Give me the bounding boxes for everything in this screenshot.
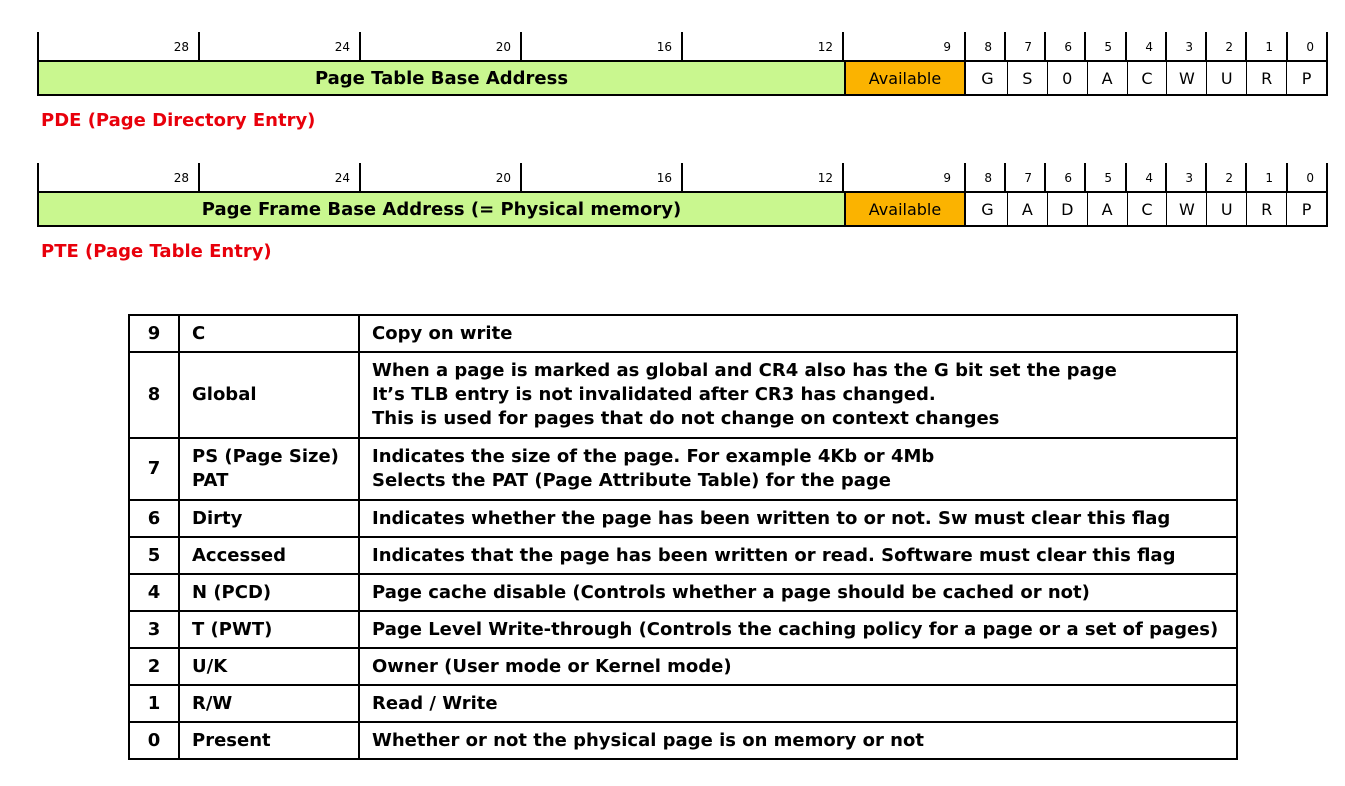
bit-description-line: Indicates the size of the page. For example 4Kb or 4Mb [372,446,935,467]
pte-bit-d: D [1048,193,1088,225]
pte-tick-label: 24 [334,171,350,185]
bit-number-cell: 6 [129,500,179,537]
bit-description-line: When a page is marked as global and CR4 also has the G bit set the page [372,360,1117,381]
bit-description-line: Selects the PAT (Page Attribute Table) for the page [372,470,891,491]
pde-tick-label: 8 [984,40,992,54]
pde-register [37,32,1328,96]
pde-bit-p: P [1287,62,1326,94]
pte-field-row [37,191,1328,227]
pte-tick-line [1326,163,1328,191]
table-row [129,352,1237,438]
bit-description-line: Read / Write [372,692,498,714]
pte-bit-p: P [1287,193,1326,225]
pte-tick-line [198,163,200,191]
bit-name-cell [179,648,359,685]
pte-tick-label: 4 [1145,171,1153,185]
pde-base-address-field: Page Table Base Address [39,62,844,94]
pde-tick-label: 0 [1306,40,1314,54]
bit-number-cell: 3 [129,611,179,648]
pde-tick-line [520,32,522,60]
bit-description-cell [359,611,1237,648]
pte-bit-g: G [968,193,1008,225]
table-row [129,500,1237,537]
bit-description-line: Whether or not the physical page is on memory or not [372,729,924,751]
bit-description-line: This is used for pages that do not change on context changes [372,408,1000,429]
pde-bit-r: R [1247,62,1287,94]
pte-tick-label: 9 [943,171,951,185]
pde-tick-line [359,32,361,60]
pde-available-field: Available [844,62,966,94]
pte-bit-u: U [1207,193,1247,225]
bit-number-cell: 4 [129,574,179,611]
pte-tick-label: 28 [173,171,189,185]
pte-caption: PTE (Page Table Entry) [41,241,272,262]
bit-description-cell [359,537,1237,574]
bit-name-line: Dirty [192,507,243,529]
pte-tick-line [681,163,683,191]
pde-tick-line [37,32,39,60]
pte-tick-line [37,163,39,191]
bit-name-cell [179,611,359,648]
pte-register [37,163,1328,227]
bit-name-cell [179,537,359,574]
pde-tick-label: 24 [334,40,350,54]
bit-name-line: PAT [192,470,229,491]
pde-tick-label: 7 [1024,40,1032,54]
bit-name-cell [179,315,359,352]
bit-description-cell [359,352,1237,438]
bit-name-line: Global [192,384,257,405]
bit-description-line: Copy on write [372,322,513,344]
bit-number-cell: 8 [129,352,179,438]
table-row [129,685,1237,722]
pde-tick-label: 12 [817,40,833,54]
pte-available-field: Available [844,193,966,225]
pte-tick-label: 1 [1265,171,1273,185]
bit-name-cell [179,574,359,611]
bit-description-line: Page cache disable (Controls whether a page should be cached or not) [372,581,1090,603]
table-row [129,537,1237,574]
pde-tick-label: 2 [1225,40,1233,54]
pde-caption: PDE (Page Directory Entry) [41,110,316,131]
pte-tick-line [842,163,844,191]
bit-number-cell: 2 [129,648,179,685]
bit-name-cell [179,722,359,759]
bit-description-cell [359,315,1237,352]
pte-tick-line [359,163,361,191]
bit-name-cell [179,352,359,438]
pde-tick-row [37,32,1328,60]
pde-tick-label: 5 [1104,40,1112,54]
pde-tick-label: 28 [173,40,189,54]
pte-bit-w: W [1167,193,1207,225]
pde-tick-label: 9 [943,40,951,54]
bit-description-line: Indicates that the page has been written or read. Software must clear this flag [372,544,1176,566]
pde-tick-line [1326,32,1328,60]
bit-number-cell: 9 [129,315,179,352]
pde-tick-label: 4 [1145,40,1153,54]
bit-name-line: C [192,322,206,344]
bit-description-cell [359,438,1237,500]
bit-description-cell [359,574,1237,611]
pte-tick-label: 0 [1306,171,1314,185]
pte-bits [968,193,1326,225]
bit-number-cell: 0 [129,722,179,759]
bit-name-line: Present [192,729,271,751]
bit-description-cell [359,685,1237,722]
bit-name-cell [179,500,359,537]
bit-name-line: Accessed [192,544,286,566]
pte-tick-label: 16 [656,171,672,185]
table-row [129,648,1237,685]
pte-tick-label: 5 [1104,171,1112,185]
pde-bits [968,62,1326,94]
bit-description-cell [359,722,1237,759]
bit-description-line: Indicates whether the page has been written to or not. Sw must clear this flag [372,507,1171,529]
table-row [129,574,1237,611]
bit-name-cell [179,685,359,722]
bit-name-line: PS (Page Size) [192,446,339,467]
pte-tick-row [37,163,1328,191]
pte-tick-line [520,163,522,191]
pde-tick-label: 1 [1265,40,1273,54]
bit-description-line: Owner (User mode or Kernel mode) [372,655,732,677]
table-row [129,438,1237,500]
pte-tick-label: 8 [984,171,992,185]
pde-bit-0: 0 [1048,62,1088,94]
bit-description-cell [359,648,1237,685]
pte-tick-label: 6 [1064,171,1072,185]
pte-bit-r: R [1247,193,1287,225]
pte-tick-label: 7 [1024,171,1032,185]
bit-name-line: T (PWT) [192,618,273,640]
pte-bit-a: A [1008,193,1048,225]
pde-field-row [37,60,1328,96]
pde-bit-a: A [1088,62,1128,94]
bit-description-cell [359,500,1237,537]
pde-tick-label: 6 [1064,40,1072,54]
pde-bit-u: U [1207,62,1247,94]
pte-tick-label: 3 [1185,171,1193,185]
table-row [129,722,1237,759]
pde-tick-label: 16 [656,40,672,54]
pte-tick-label: 20 [495,171,511,185]
bit-name-line: U/K [192,655,228,677]
bit-number-cell: 7 [129,438,179,500]
bit-name-line: R/W [192,692,233,714]
pde-tick-label: 20 [495,40,511,54]
pde-bit-w: W [1167,62,1207,94]
table-row [129,315,1237,352]
bit-description-body [129,315,1237,759]
bit-description-line: It’s TLB entry is not invalidated after CR3 has changed. [372,384,936,405]
pte-bit-c: C [1128,193,1168,225]
bit-name-cell [179,438,359,500]
bit-number-cell: 1 [129,685,179,722]
bit-description-line: Page Level Write-through (Controls the caching policy for a page or a set of pages) [372,618,1219,640]
table-row [129,611,1237,648]
pde-tick-line [681,32,683,60]
pde-bit-g: G [968,62,1008,94]
pte-bit-a: A [1088,193,1128,225]
pte-tick-label: 12 [817,171,833,185]
pte-base-address-field: Page Frame Base Address (= Physical memory) [39,193,844,225]
pte-tick-label: 2 [1225,171,1233,185]
pde-tick-line [842,32,844,60]
bit-name-line: N (PCD) [192,581,272,603]
bit-number-cell: 5 [129,537,179,574]
bit-description-table [128,314,1238,760]
pde-bit-c: C [1128,62,1168,94]
pde-bit-s: S [1008,62,1048,94]
pde-tick-line [198,32,200,60]
pde-tick-label: 3 [1185,40,1193,54]
